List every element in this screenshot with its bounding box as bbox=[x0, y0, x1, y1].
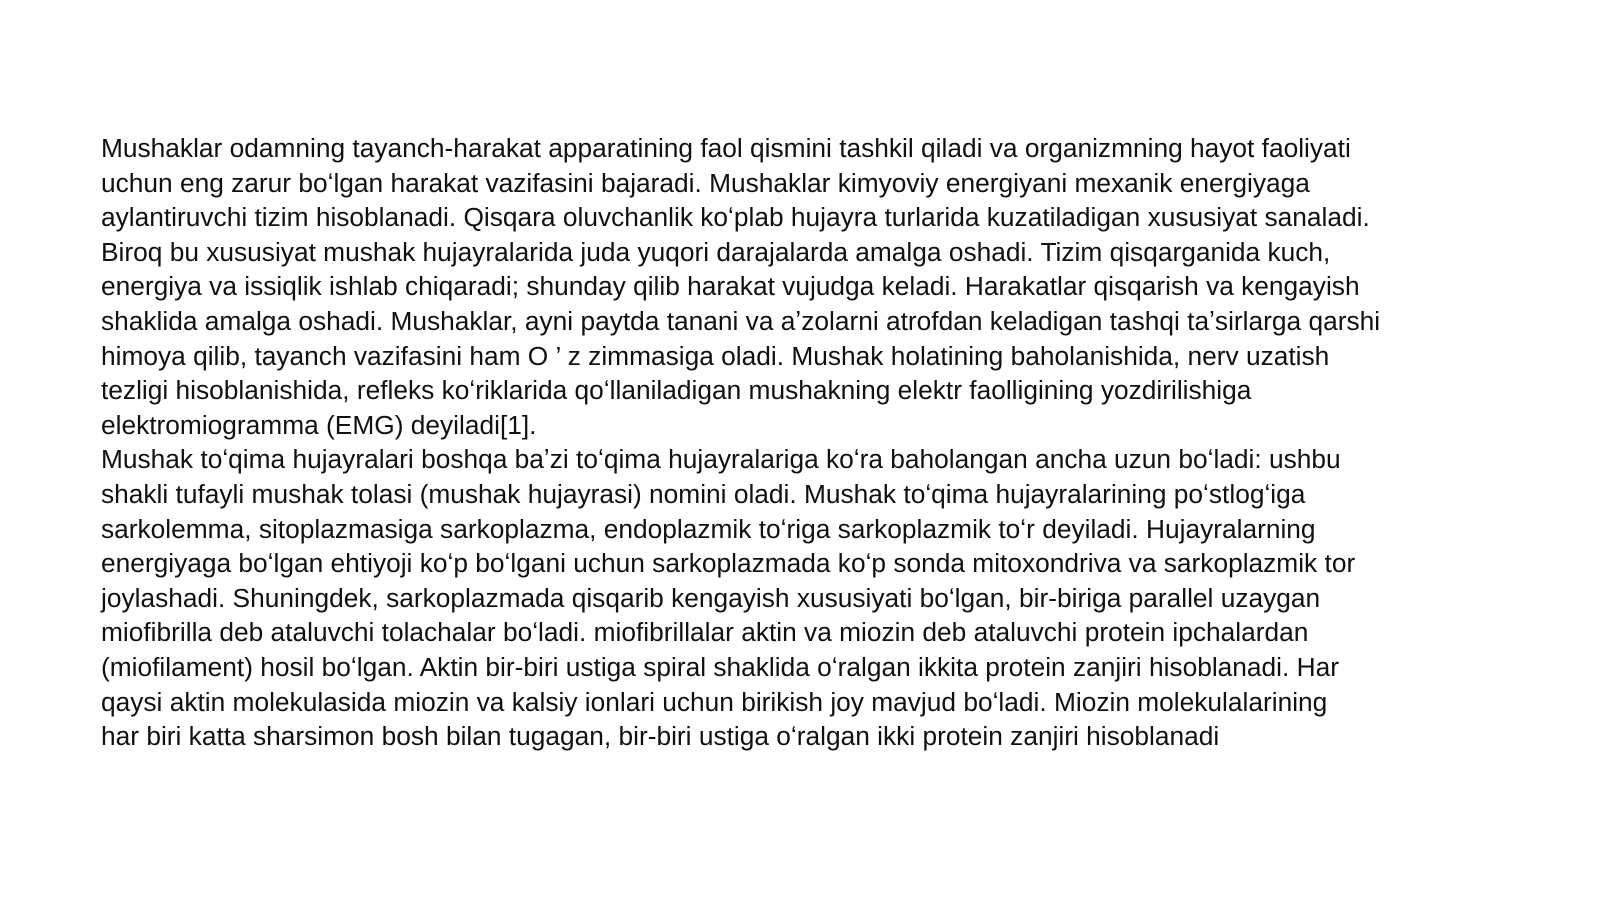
paragraph-1-line-2: uchun eng zarur boʻlgan harakat vazifasini bajaradi. Mushaklar kimyoviy energiyani mexanik energiyaga bbox=[101, 167, 1310, 198]
paragraph-1 bbox=[101, 131, 1516, 442]
paragraph-2-line-5: joylashadi. Shuningdek, sarkoplazmada qisqarib kengayish xususiyati boʻlgan, bir-biriga parallel uzaygan bbox=[101, 582, 1321, 613]
paragraph-1-line-8: tezligi hisoblanishida, refleks koʻriklarida qoʻllaniladigan mushakning elektr faolligining yozdirilishiga bbox=[101, 375, 1252, 406]
paragraph-2-line-8: qaysi aktin molekulasida miozin va kalsiy ionlari uchun birikish joy mavjud boʻladi. Miozin molekulalarining bbox=[101, 686, 1328, 717]
paragraph-1-line-4: Biroq bu xususiyat mushak hujayralarida juda yuqori darajalarda amalga oshadi. Tizim qisqarganida kuch, bbox=[101, 236, 1331, 267]
paragraph-2-line-7: (miofilament) hosil boʻlgan. Aktin bir-biri ustiga spiral shaklida oʻralgan ikkita protein zanjiri hisoblanadi. Har bbox=[101, 651, 1339, 682]
document-text-block bbox=[101, 131, 1516, 754]
paragraph-2-line-4: energiyaga boʻlgan ehtiyoji koʻp boʻlgani uchun sarkoplazmada koʻp sonda mitoxondriva va sarkoplazmik tor bbox=[101, 548, 1356, 579]
paragraph-1-line-6: shaklida amalga oshadi. Mushaklar, ayni paytda tanani va aʼzolarni atrofdan keladigan tashqi taʼsirlarga qarshi bbox=[101, 305, 1381, 336]
paragraph-2-line-9: har biri katta sharsimon bosh bilan tugagan, bir-biri ustiga oʻralgan ikki protein zanjiri hisoblanadi bbox=[101, 721, 1220, 752]
paragraph-1-line-7: himoya qilib, tayanch vazifasini ham O ’ z zimmasiga oladi. Mushak holatining baholanishida, nerv uzatish bbox=[101, 340, 1330, 371]
paragraph-2-line-1: Mushak toʻqima hujayralari boshqa baʼzi toʻqima hujayralariga koʻra baholangan ancha uzun boʻladi: ushbu bbox=[101, 444, 1341, 475]
paragraph-2-line-2: shakli tufayli mushak tolasi (mushak hujayrasi) nomini oladi. Mushak toʻqima hujayralarining poʻstlogʻiga bbox=[101, 478, 1306, 509]
paragraph-1-line-5: energiya va issiqlik ishlab chiqaradi; shunday qilib harakat vujudga keladi. Harakatlar qisqarish va kengayish bbox=[101, 271, 1360, 302]
paragraph-2 bbox=[101, 442, 1516, 753]
paragraph-2-line-6: miofibrilla deb ataluvchi tolachalar boʻladi. miofibrillalar aktin va miozin deb ataluvchi protein ipchalardan bbox=[101, 617, 1309, 648]
paragraph-2-line-3: sarkolemma, sitoplazmasiga sarkoplazma, endoplazmik toʻriga sarkoplazmik toʻr deyiladi. Hujayralarning bbox=[101, 513, 1316, 544]
paragraph-1-line-9: elektromiogramma (EMG) deyiladi[1]. bbox=[101, 409, 537, 440]
paragraph-1-line-1: Mushaklar odamning tayanch-harakat apparatining faol qismini tashkil qiladi va organizmning hayot faoliyati bbox=[101, 133, 1351, 163]
paragraph-1-line-3: aylantiruvchi tizim hisoblanadi. Qisqara oluvchanlik koʻplab hujayra turlarida kuzatiladigan xususiyat sanaladi. bbox=[101, 202, 1370, 233]
